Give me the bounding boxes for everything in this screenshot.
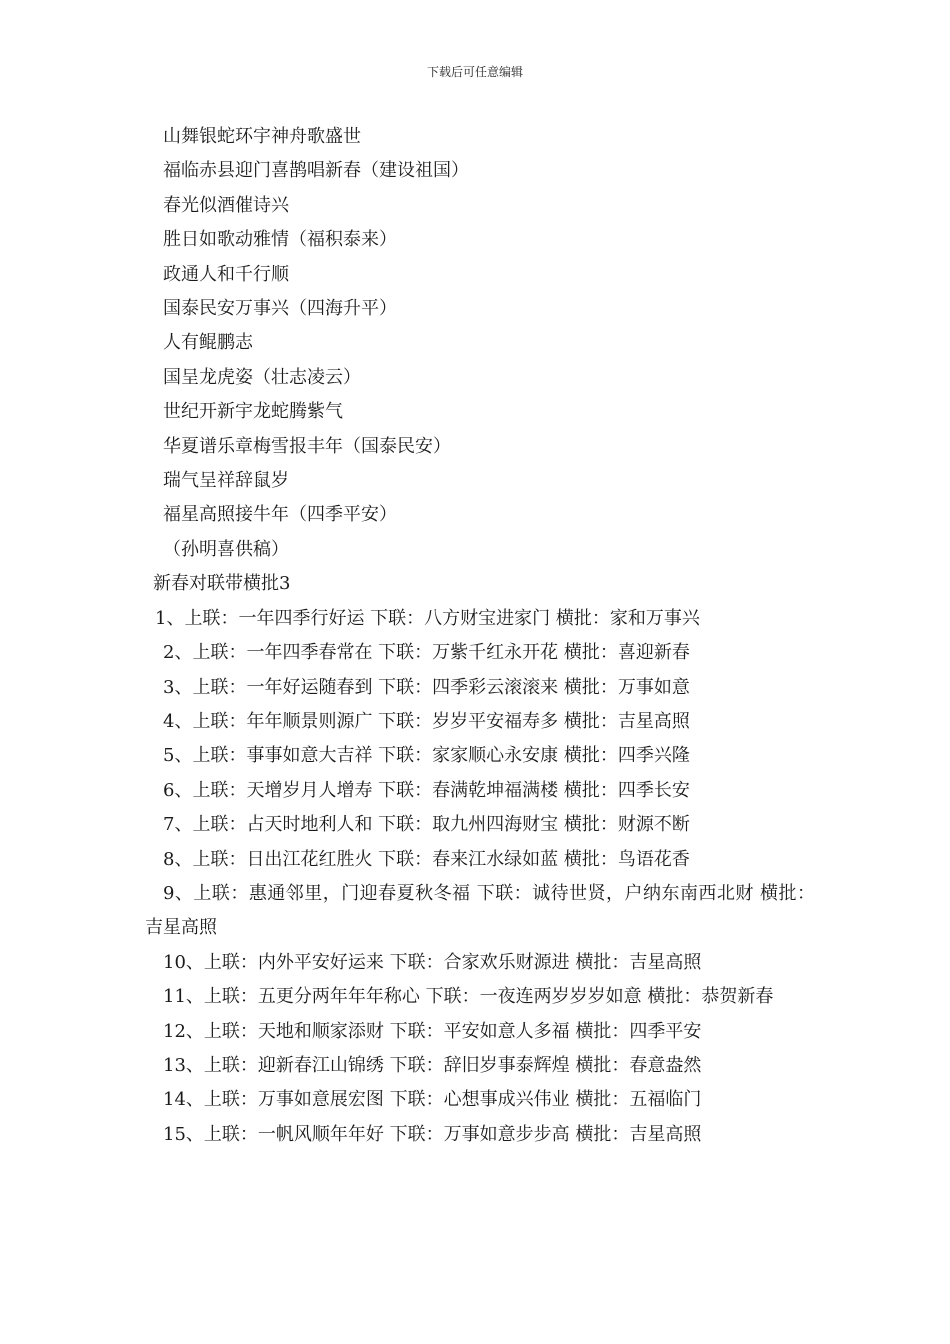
poem-line: 国泰民安万事兴（四海升平） (163, 298, 397, 320)
poem-line: 人有鲲鹏志 (163, 332, 253, 354)
couplet-item: 9、上联：惠通邻里，门迎春夏秋冬福 下联：诚待世贤，户纳东南西北财 横批：吉星高照 (145, 882, 815, 939)
poem-line: 春光似酒催诗兴 (163, 194, 289, 216)
couplet-item: 7、上联：占天时地利人和 下联：取九州四海财宝 横批：财源不断 (163, 814, 690, 836)
poem-line: 政通人和千行顺 (163, 263, 289, 285)
poem-line: 世纪开新宇龙蛇腾紫气 (163, 401, 343, 423)
couplet-item: 6、上联：天增岁月人增寿 下联：春满乾坤福满楼 横批：四季长安 (163, 779, 690, 801)
couplet-item: 8、上联：日出江花红胜火 下联：春来江水绿如蓝 横批：鸟语花香 (163, 848, 690, 870)
poem-credit: （孙明喜供稿） (163, 538, 289, 560)
poem-line: 福星高照接牛年（四季平安） (163, 504, 397, 526)
couplet-item: 4、上联：年年顺景则源广 下联：岁岁平安福寿多 横批：吉星高照 (163, 710, 690, 732)
couplet-item: 3、上联：一年好运随春到 下联：四季彩云滚滚来 横批：万事如意 (163, 676, 690, 698)
page-header: 下载后可任意编辑 (426, 65, 523, 79)
couplet-item: 10、上联：内外平安好运来 下联：合家欢乐财源进 横批：吉星高照 (163, 951, 702, 973)
couplet-item: 2、上联：一年四季春常在 下联：万紫千红永开花 横批：喜迎新春 (163, 642, 690, 664)
document-body (145, 120, 815, 1152)
poem-line: 瑞气呈祥辞鼠岁 (163, 470, 289, 492)
couplet-item: 15、上联：一帆风顺年年好 下联：万事如意步步高 横批：吉星高照 (163, 1123, 702, 1145)
section-title: 新春对联带横批3 (153, 573, 291, 595)
poem-line: 胜日如歌动雅情（福积泰来） (163, 229, 397, 251)
couplet-item: 1、上联：一年四季行好运 下联：八方财宝进家门 横批：家和万事兴 (155, 607, 700, 629)
poem-line: 华夏谱乐章梅雪报丰年（国泰民安） (163, 435, 451, 457)
poem-line: 山舞银蛇环宇神舟歌盛世 (163, 126, 361, 147)
couplet-item: 14、上联：万事如意展宏图 下联：心想事成兴伟业 横批：五福临门 (163, 1089, 702, 1111)
couplet-item: 5、上联：事事如意大吉祥 下联：家家顺心永安康 横批：四季兴隆 (163, 745, 690, 767)
poem-line: 福临赤县迎门喜鹊唱新春（建设祖国） (163, 160, 469, 182)
poem-line: 国呈龙虎姿（壮志凌云） (163, 366, 361, 388)
couplet-item: 11、上联：五更分两年年年称心 下联：一夜连两岁岁岁如意 横批：恭贺新春 (163, 986, 774, 1008)
couplet-item: 12、上联：天地和顺家添财 下联：平安如意人多福 横批：四季平安 (163, 1020, 702, 1042)
couplet-item: 13、上联：迎新春江山锦绣 下联：辞旧岁事泰辉煌 横批：春意盎然 (163, 1054, 702, 1076)
